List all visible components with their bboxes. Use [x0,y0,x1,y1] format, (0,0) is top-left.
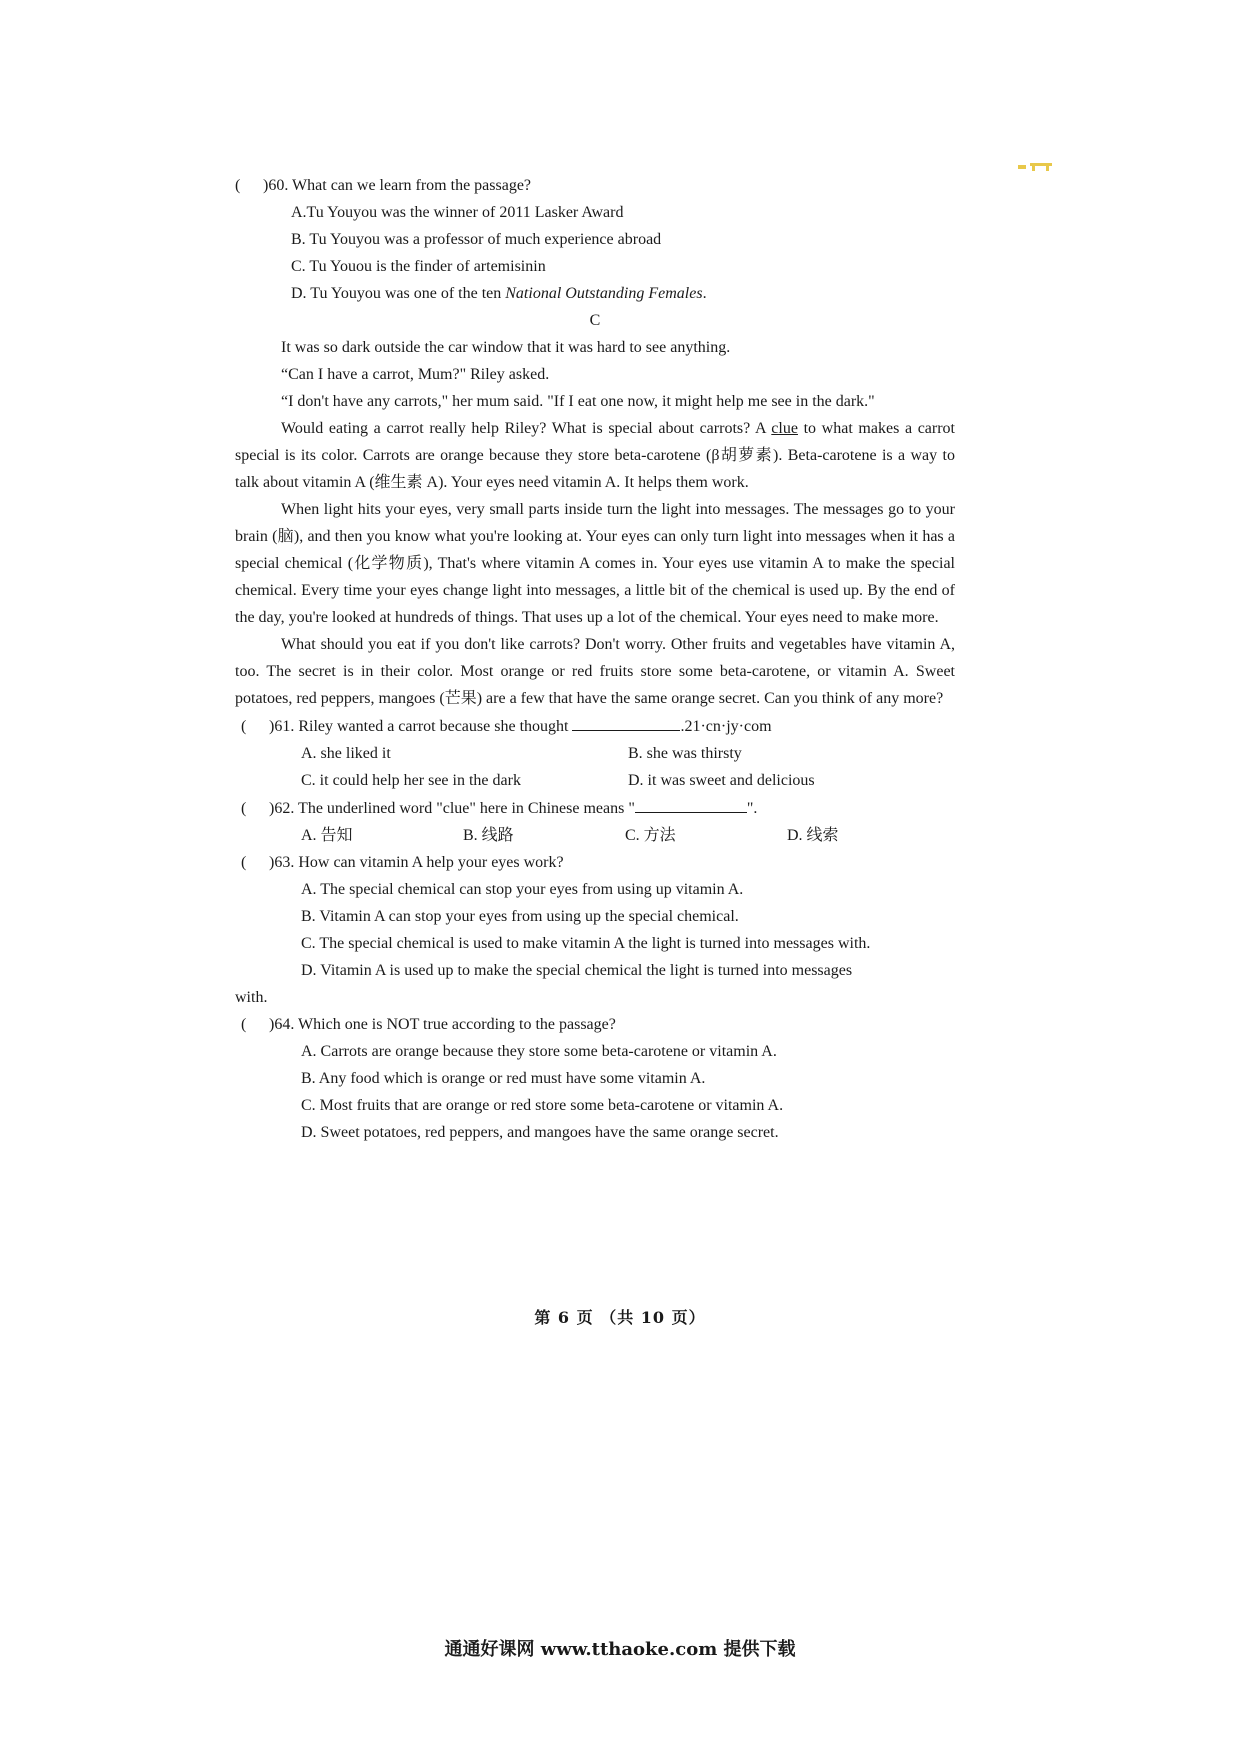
answer-blank[interactable] [635,794,747,813]
question-62-stem: ( )62. The underlined word "clue" here in Chinese means " ". [241,794,955,822]
exam-page [235,172,955,1146]
option-c: C. Tu Youou is the finder of artemisinin [291,258,546,275]
question-64 [235,1011,955,1146]
answer-paren: ( [235,177,241,194]
option-d: D. it was sweet and delicious [628,772,815,789]
option-a: A.Tu Youyou was the winner of 2011 Lasker Award [291,204,624,221]
option-a: A. The special chemical can stop your eyes from using up vitamin A. [301,881,744,898]
passage-paragraph: What should you eat if you don't like carrots? Don't worry. Other fruits and vegetables have vitamin A, too. The secret is in their color. Most orange or red fruits store some beta-carotene, or vitamin A. Sweet potatoes, red peppers, mangoes (芒果) are a few that have the same orange secret. Can you think of any more? [235,636,955,707]
option-b: B. Vitamin A can stop your eyes from using up the special chemical. [301,908,739,925]
site-footer: 通通好课网 www.tthaoke.com 提供下载 [444,1639,796,1660]
answer-paren: ( [241,854,247,871]
question-64-stem: ( )64. Which one is NOT true according to the passage? [241,1011,955,1038]
question-60 [235,172,955,307]
answer-blank[interactable] [572,712,680,731]
option-a: A. she liked it [301,745,391,762]
section-letter: C [589,312,601,329]
answer-paren: ( [241,800,247,817]
corner-mark-icon [1018,163,1052,171]
option-c: C. The special chemical is used to make vitamin A the light is turned into messages with. [301,935,871,952]
option-c: C. 方法 [625,827,676,844]
option-d: D. Sweet potatoes, red peppers, and mangoes have the same orange secret. [301,1124,779,1141]
page-number: 第 6 页 （共 10 页） [534,1308,706,1327]
answer-paren: ( [241,1016,247,1033]
question-62 [235,794,955,849]
option-c: C. Most fruits that are orange or red store some beta-carotene or vitamin A. [301,1097,784,1114]
passage-c [235,334,955,712]
option-a: A. Carrots are orange because they store some beta-carotene or vitamin A. [301,1043,777,1060]
passage-paragraph: When light hits your eyes, very small parts inside turn the light into messages. The messages go to your brain (脑), and then you know what you're looking at. Your eyes can only turn light into messages when it has a special chemical (化学物质), That's where vitamin A comes in. Your eyes use vitamin A to make the special chemical. Every time your eyes change light into messages, a little bit of the chemical is used up. By the end of the day, you're looked at hundreds of things. That uses up a lot of the chemical. Your eyes need to make more. [235,501,955,626]
option-b: B. she was thirsty [628,745,742,762]
question-61 [235,712,955,794]
option-d: D. 线索 [787,827,839,844]
question-60-stem: ( )60. What can we learn from the passage? [235,172,955,199]
option-c: C. it could help her see in the dark [301,772,521,789]
option-d: D. Vitamin A is used up to make the special chemical the light is turned into messages [301,962,853,979]
question-63 [235,849,955,1011]
passage-paragraph: “I don't have any carrots," her mum said. "If I eat one now, it might help me see in the dark." [281,393,875,410]
question-61-stem: ( )61. Riley wanted a carrot because she thought .21·cn·jy·com [241,712,955,740]
option-b: B. Tu Youyou was a professor of much experience abroad [291,231,662,248]
option-b: B. Any food which is orange or red must have some vitamin A. [301,1070,706,1087]
option-b: B. 线路 [463,827,514,844]
underlined-word-clue: clue [771,420,798,437]
passage-paragraph: “Can I have a carrot, Mum?" Riley asked. [281,366,550,383]
answer-paren: ( [241,718,247,735]
passage-paragraph: It was so dark outside the car window that it was hard to see anything. [281,339,731,356]
passage-paragraph: Would eating a carrot really help Riley? What is special about carrots? A clue to what makes a carrot special is its color. Carrots are orange because they store beta-carotene (β胡萝素). Beta-carotene is a way to talk about vitamin A (维生素 A). Your eyes need vitamin A. It helps them work. [235,420,956,491]
option-d-continuation: with. [235,989,268,1006]
option-d: D. Tu Youyou was one of the ten National Outstanding Females. [291,285,707,302]
question-63-stem: ( )63. How can vitamin A help your eyes work? [241,849,955,876]
option-a: A. 告知 [301,827,353,844]
